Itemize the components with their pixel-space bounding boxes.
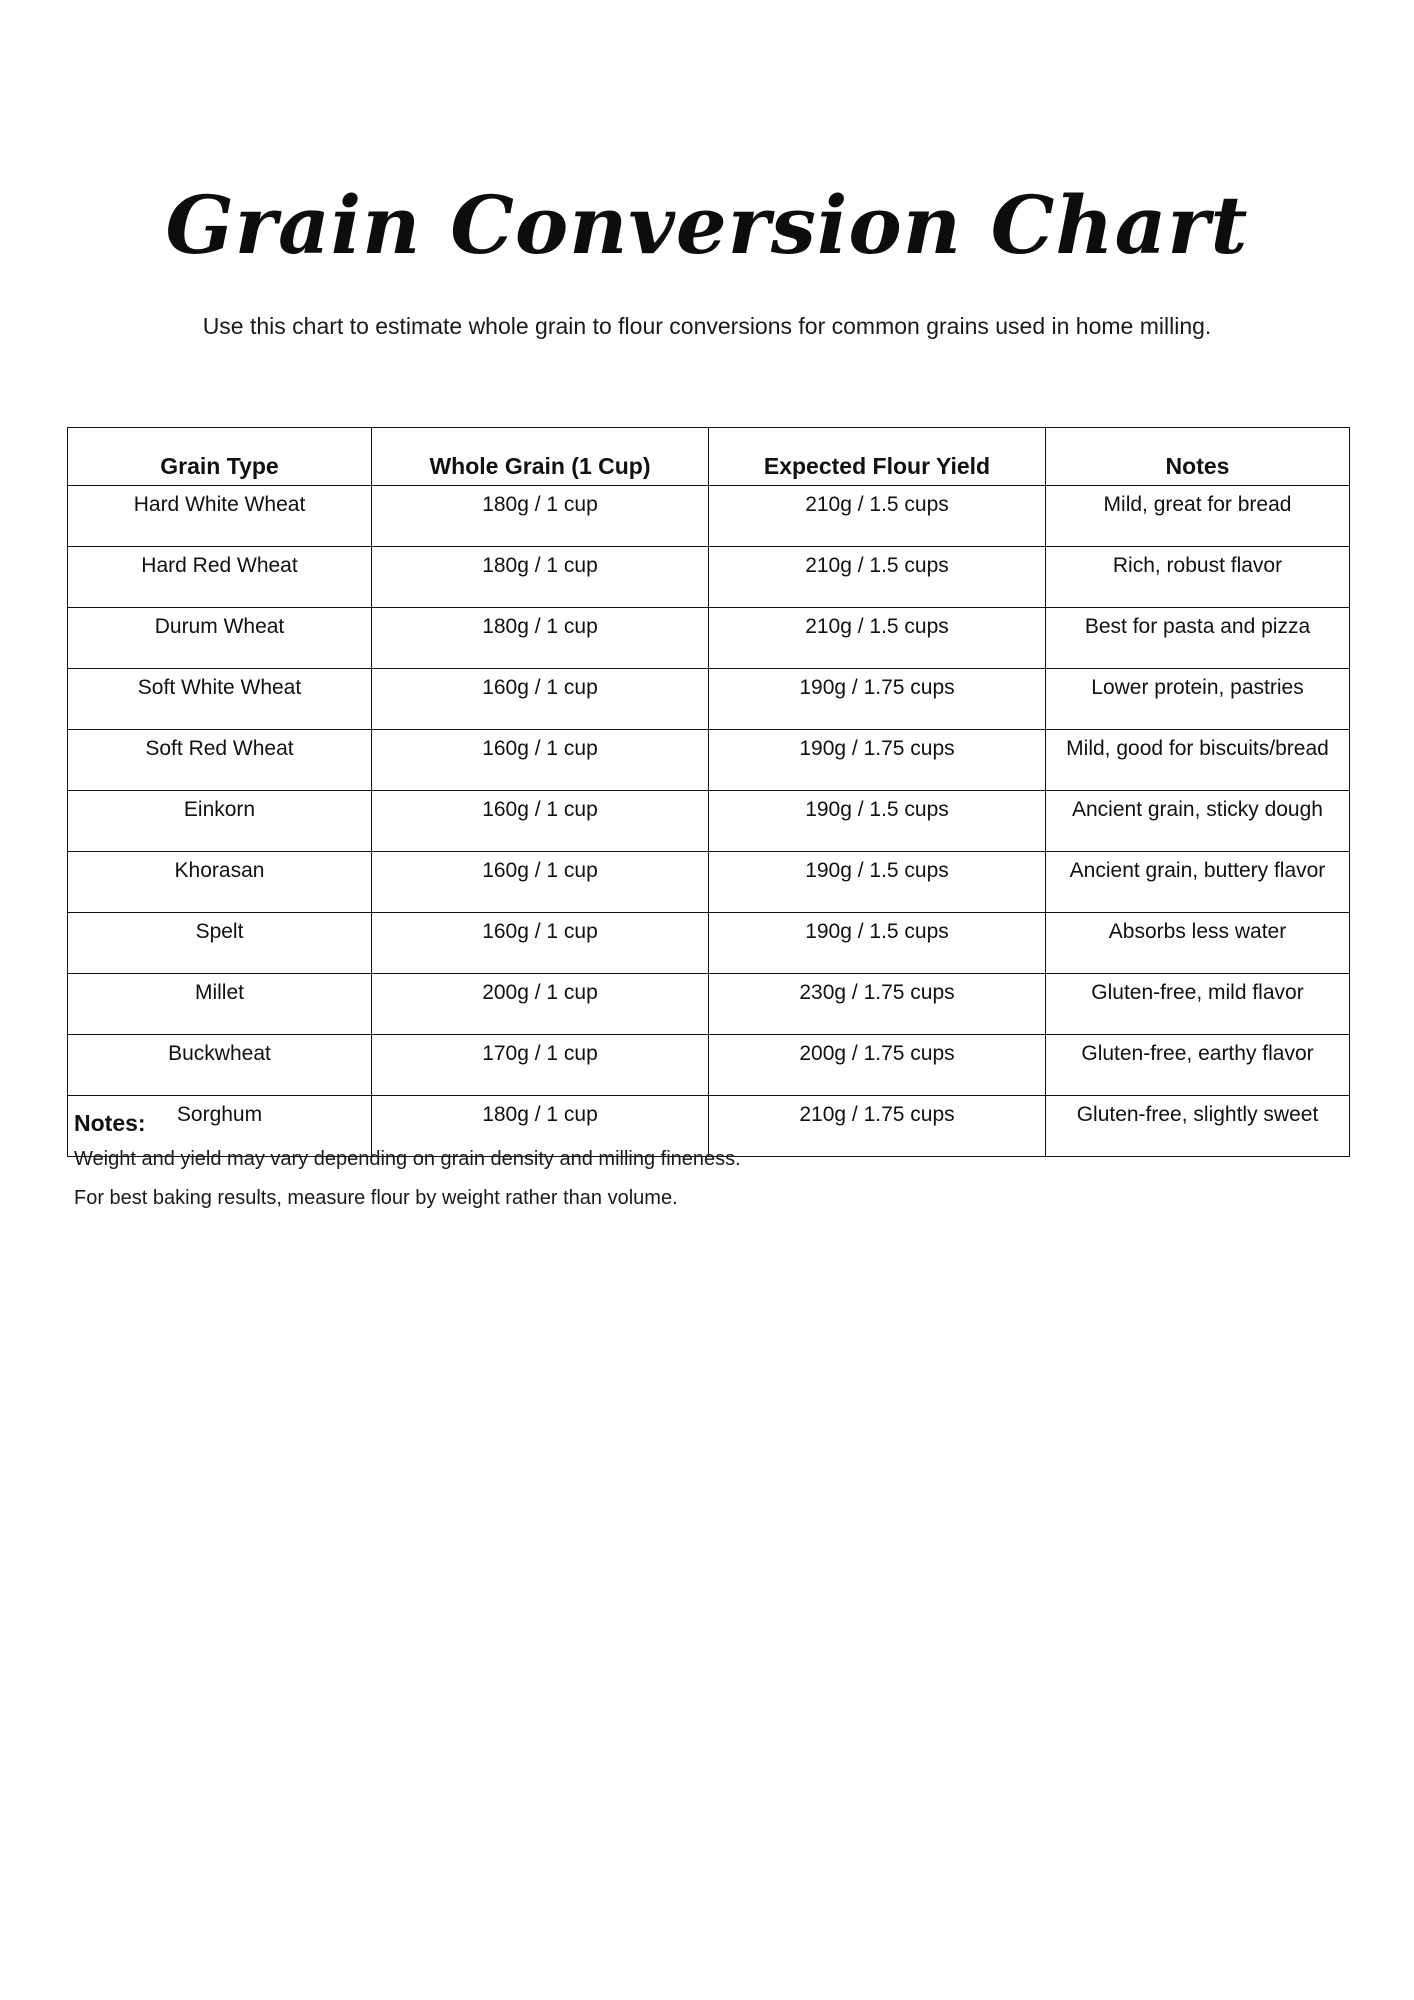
page-subtitle: Use this chart to estimate whole grain to flour conversions for common grains used in home milling. — [202, 313, 1212, 339]
cell-grain-type: Sorghum — [68, 1096, 372, 1157]
conversion-table — [67, 427, 1350, 1157]
table-header — [68, 428, 1350, 486]
table-body — [68, 486, 1350, 1157]
cell-flour-yield: 190g / 1.5 cups — [709, 791, 1046, 852]
column-header-grain-type: Grain Type — [68, 428, 372, 486]
table-row — [68, 1035, 1350, 1096]
cell-whole-grain: 160g / 1 cup — [372, 791, 709, 852]
note-line: Weight and yield may vary depending on grain density and milling fineness. — [74, 1148, 741, 1170]
cell-grain-type: Durum Wheat — [68, 608, 372, 669]
cell-whole-grain: 160g / 1 cup — [372, 669, 709, 730]
cell-grain-type: Einkorn — [68, 791, 372, 852]
cell-whole-grain: 160g / 1 cup — [372, 913, 709, 974]
cell-whole-grain: 180g / 1 cup — [372, 547, 709, 608]
cell-notes: Mild, great for bread — [1046, 486, 1350, 547]
notes-section — [74, 1106, 1274, 1218]
cell-grain-type: Soft Red Wheat — [68, 730, 372, 791]
cell-whole-grain: 160g / 1 cup — [372, 730, 709, 791]
table-row — [68, 852, 1350, 913]
column-header-flour-yield: Expected Flour Yield — [709, 428, 1046, 486]
cell-notes: Gluten-free, earthy flavor — [1046, 1035, 1350, 1096]
cell-grain-type: Buckwheat — [68, 1035, 372, 1096]
cell-notes: Best for pasta and pizza — [1046, 608, 1350, 669]
cell-whole-grain: 200g / 1 cup — [372, 974, 709, 1035]
cell-flour-yield: 200g / 1.75 cups — [709, 1035, 1046, 1096]
page-title: Grain Conversion Chart — [165, 178, 1249, 272]
cell-flour-yield: 190g / 1.5 cups — [709, 852, 1046, 913]
note-line: For best baking results, measure flour by weight rather than volume. — [74, 1187, 678, 1209]
cell-notes: Mild, good for biscuits/bread — [1046, 730, 1350, 791]
column-header-whole-grain: Whole Grain (1 Cup) — [372, 428, 709, 486]
cell-flour-yield: 210g / 1.75 cups — [709, 1096, 1046, 1157]
cell-flour-yield: 210g / 1.5 cups — [709, 486, 1046, 547]
cell-notes: Gluten-free, mild flavor — [1046, 974, 1350, 1035]
cell-flour-yield: 210g / 1.5 cups — [709, 608, 1046, 669]
cell-grain-type: Hard Red Wheat — [68, 547, 372, 608]
cell-notes: Ancient grain, sticky dough — [1046, 791, 1350, 852]
cell-grain-type: Soft White Wheat — [68, 669, 372, 730]
cell-flour-yield: 210g / 1.5 cups — [709, 547, 1046, 608]
table-row — [68, 669, 1350, 730]
cell-whole-grain: 180g / 1 cup — [372, 608, 709, 669]
table-row — [68, 791, 1350, 852]
table-row — [68, 608, 1350, 669]
cell-notes: Lower protein, pastries — [1046, 669, 1350, 730]
table-header-row — [68, 428, 1350, 486]
cell-notes: Ancient grain, buttery flavor — [1046, 852, 1350, 913]
conversion-table-container — [67, 427, 1349, 1157]
table-row — [68, 913, 1350, 974]
cell-flour-yield: 190g / 1.75 cups — [709, 730, 1046, 791]
column-header-notes: Notes — [1046, 428, 1350, 486]
table-row — [68, 730, 1350, 791]
cell-grain-type: Khorasan — [68, 852, 372, 913]
cell-whole-grain: 180g / 1 cup — [372, 1096, 709, 1157]
cell-notes: Absorbs less water — [1046, 913, 1350, 974]
table-row — [68, 547, 1350, 608]
cell-grain-type: Millet — [68, 974, 372, 1035]
cell-grain-type: Spelt — [68, 913, 372, 974]
cell-flour-yield: 230g / 1.75 cups — [709, 974, 1046, 1035]
notes-heading: Notes: — [74, 1110, 146, 1136]
cell-whole-grain: 180g / 1 cup — [372, 486, 709, 547]
table-row — [68, 974, 1350, 1035]
cell-notes: Rich, robust flavor — [1046, 547, 1350, 608]
table-row — [68, 486, 1350, 547]
cell-whole-grain: 170g / 1 cup — [372, 1035, 709, 1096]
cell-flour-yield: 190g / 1.75 cups — [709, 669, 1046, 730]
cell-grain-type: Hard White Wheat — [68, 486, 372, 547]
cell-notes: Gluten-free, slightly sweet — [1046, 1096, 1350, 1157]
cell-whole-grain: 160g / 1 cup — [372, 852, 709, 913]
cell-flour-yield: 190g / 1.5 cups — [709, 913, 1046, 974]
